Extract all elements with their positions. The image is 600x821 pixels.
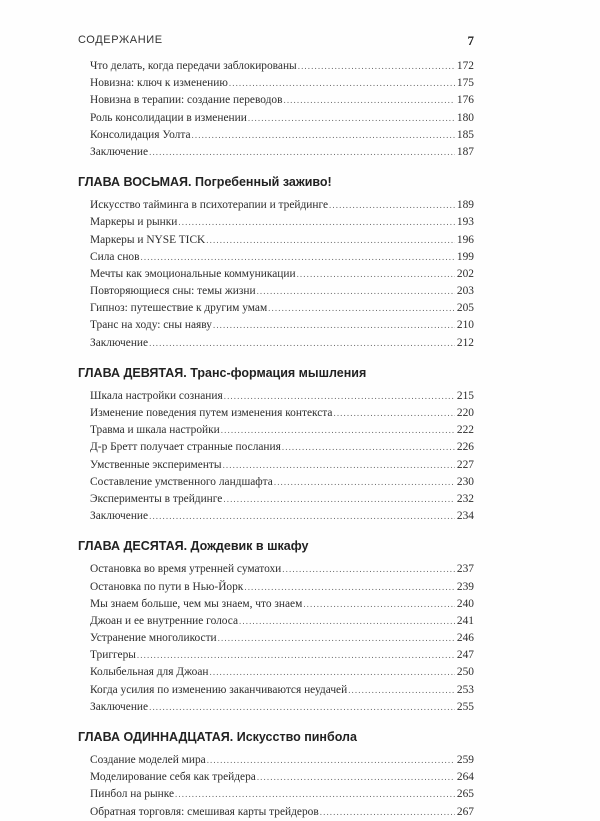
toc-entry-title: Шкала настройки сознания [90,389,223,402]
toc-entry-page: 241 [456,614,474,627]
toc-entry [78,283,474,300]
toc-entry-title: Заключение [90,145,149,158]
toc-entry [78,508,474,525]
toc-entry-page: 199 [456,250,474,263]
toc-entry-title: Моделирование себя как трейдера [90,771,256,784]
page-number: 7 [467,33,474,48]
chapter-title: ГЛАВА ОДИННАДЦАТАЯ. Искусство пинбола [78,730,357,744]
toc-entry [78,110,474,127]
toc-entry-title: Заключение [90,700,149,713]
dot-leader [297,266,455,283]
toc-entry-title: Травма и шкала настройки [90,424,220,437]
toc-entry [78,92,474,109]
toc-entry-page: 202 [456,267,474,280]
toc-entry-title: Маркеры и NYSE TICK [90,233,206,246]
toc-entry-page: 247 [456,649,474,662]
toc-entry-page: 187 [456,145,474,158]
dot-leader [348,682,455,699]
toc-entry-page: 215 [456,389,474,402]
toc-entry-page: 196 [456,233,474,246]
toc-entry-title: Триггеры [90,649,136,662]
toc-entry-title: Гипноз: путешествие к другим умам [90,302,268,315]
toc-entry [78,58,474,75]
toc-entry [78,317,474,334]
toc-entry-title: Когда усилия по изменению заканчиваются неудачей [90,683,348,696]
toc-entry [78,335,474,352]
dot-leader [175,786,455,803]
dot-leader [282,561,455,578]
toc-entry-title: Составление умственного ландшафта [90,475,273,488]
toc-entry-page: 253 [456,683,474,696]
toc-entry-page: 259 [456,754,474,766]
dot-leader [282,439,455,456]
dot-leader [333,405,455,422]
toc-entry [78,752,474,769]
toc-entry-title: Мы знаем больше, чем мы знаем, что знаем [90,597,303,610]
toc-entry-page: 264 [456,771,474,784]
toc-entry [78,699,474,716]
dot-leader [244,579,455,596]
toc-entry [78,422,474,439]
toc-entry [78,561,474,578]
toc-entry-page: 255 [456,700,474,713]
toc-entry-title: Остановка по пути в Нью-Йорк [90,580,244,593]
dot-leader [149,144,455,161]
toc-entry-page: 239 [456,580,474,593]
dot-leader [298,58,455,75]
dot-leader [137,647,455,664]
toc-entry-title: Маркеры и рынки [90,216,178,229]
toc-entry [78,197,474,214]
table-of-contents [78,58,474,821]
toc-entry [78,596,474,613]
dot-leader [221,422,455,439]
dot-leader [320,804,455,821]
toc-entry-page: 226 [456,441,474,454]
toc-entry-title: Заключение [90,336,149,349]
toc-entry-page: 212 [456,336,474,349]
dot-leader [206,232,455,249]
dot-leader [257,769,455,786]
chapter-title: ГЛАВА ВОСЬМАЯ. Погребенный заживо! [78,175,332,190]
toc-entry [78,474,474,491]
toc-entry-title: Устранение многоликости [90,632,217,645]
toc-entry-title: Что делать, когда передачи заблокированы [90,60,297,72]
dot-leader [192,127,455,144]
toc-entry-page: 265 [456,788,474,801]
dot-leader [141,249,455,266]
toc-entry-title: Колыбельная для Джоан [90,666,209,679]
toc-entry-page: 180 [456,111,474,124]
toc-entry [78,439,474,456]
dot-leader [149,335,455,352]
toc-entry-page: 250 [456,666,474,679]
toc-entry [78,630,474,647]
toc-entry [78,664,474,681]
dot-leader [248,110,455,127]
toc-entry-title: Новизна: ключ к изменению [90,77,228,90]
running-head [78,34,474,54]
toc-entry [78,127,474,144]
dot-leader [218,630,455,647]
dot-leader [213,317,455,334]
toc-entry-page: 185 [456,128,474,141]
toc-entry-title: Роль консолидации в изменении [90,111,247,124]
toc-entry-title: Джоан и ее внутренние голоса [90,614,239,627]
toc-entry-page: 227 [456,458,474,471]
toc-entry [78,804,474,821]
toc-entry-title: Д-р Бретт получает странные послания [90,441,281,454]
toc-entry-page: 246 [456,632,474,645]
toc-entry [78,144,474,161]
toc-entry-title: Умственные эксперименты [90,458,222,471]
toc-entry-page: 205 [456,302,474,315]
dot-leader [283,92,455,109]
toc-entry-title: Мечты как эмоциональные коммуникации [90,267,296,280]
toc-entry-page: 210 [456,319,474,332]
toc-entry-title: Остановка во время утренней суматохи [90,563,282,576]
toc-entry [78,786,474,803]
dot-leader [229,75,455,92]
toc-entry [78,249,474,266]
toc-entry-page: 176 [456,94,474,107]
toc-entry-page: 232 [456,492,474,505]
dot-leader [178,214,455,231]
toc-entry [78,75,474,92]
toc-entry-page: 267 [456,805,474,818]
toc-entry-title: Искусство тайминга в психотерапии и трейдинге [90,199,329,212]
dot-leader [210,664,456,681]
chapter-title: ГЛАВА ДЕСЯТАЯ. Дождевик в шкафу [78,539,309,554]
toc-entry-title: Изменение поведения путем изменения контекста [90,407,333,419]
dot-leader [149,508,455,525]
toc-entry-page: 220 [456,407,474,419]
toc-entry-title: Консолидация Уолта [90,128,191,141]
toc-entry [78,682,474,699]
toc-entry-page: 175 [456,77,474,90]
dot-leader [224,388,455,405]
toc-entry-page: 237 [456,563,474,576]
dot-leader [207,752,455,769]
toc-entry-page: 172 [456,60,474,72]
toc-entry [78,647,474,664]
toc-entry-title: Транс на ходу: сны наяву [90,319,212,332]
toc-entry-page: 222 [456,424,474,437]
chapter-title: ГЛАВА ДЕВЯТАЯ. Транс-формация мышления [78,365,367,380]
toc-entry-title: Новизна в терапии: создание переводов [90,94,283,107]
toc-entry-title: Создание моделей мира [90,754,206,766]
toc-entry-title: Заключение [90,510,149,523]
dot-leader [303,596,455,613]
toc-entry [78,457,474,474]
dot-leader [149,699,455,716]
toc-entry-title: Сила снов [90,250,140,263]
toc-entry [78,769,474,786]
toc-entry [78,491,474,508]
dot-leader [329,197,455,214]
toc-entry [78,300,474,317]
toc-entry [78,232,474,249]
toc-entry-page: 189 [456,199,474,212]
dot-leader [223,457,455,474]
toc-entry-title: Эксперименты в трейдинге [90,492,223,505]
toc-entry-page: 230 [456,475,474,488]
toc-entry [78,214,474,231]
toc-entry [78,579,474,596]
dot-leader [239,613,455,630]
toc-entry-title: Обратная торговля: смешивая карты трейдеров [90,805,319,818]
toc-entry [78,266,474,283]
toc-entry [78,388,474,405]
toc-entry [78,613,474,630]
toc-entry-title: Повторяющиеся сны: темы жизни [90,285,256,298]
section-title: СОДЕРЖАНИЕ [78,34,163,46]
toc-entry-page: 240 [456,597,474,610]
toc-entry-title: Пинбол на рынке [90,788,175,801]
toc-entry-page: 193 [456,216,474,229]
dot-leader [268,300,455,317]
toc-entry-page: 203 [456,285,474,298]
toc-entry-page: 234 [456,510,474,523]
toc-entry [78,405,474,422]
dot-leader [257,283,455,300]
dot-leader [274,474,455,491]
dot-leader [223,491,455,508]
